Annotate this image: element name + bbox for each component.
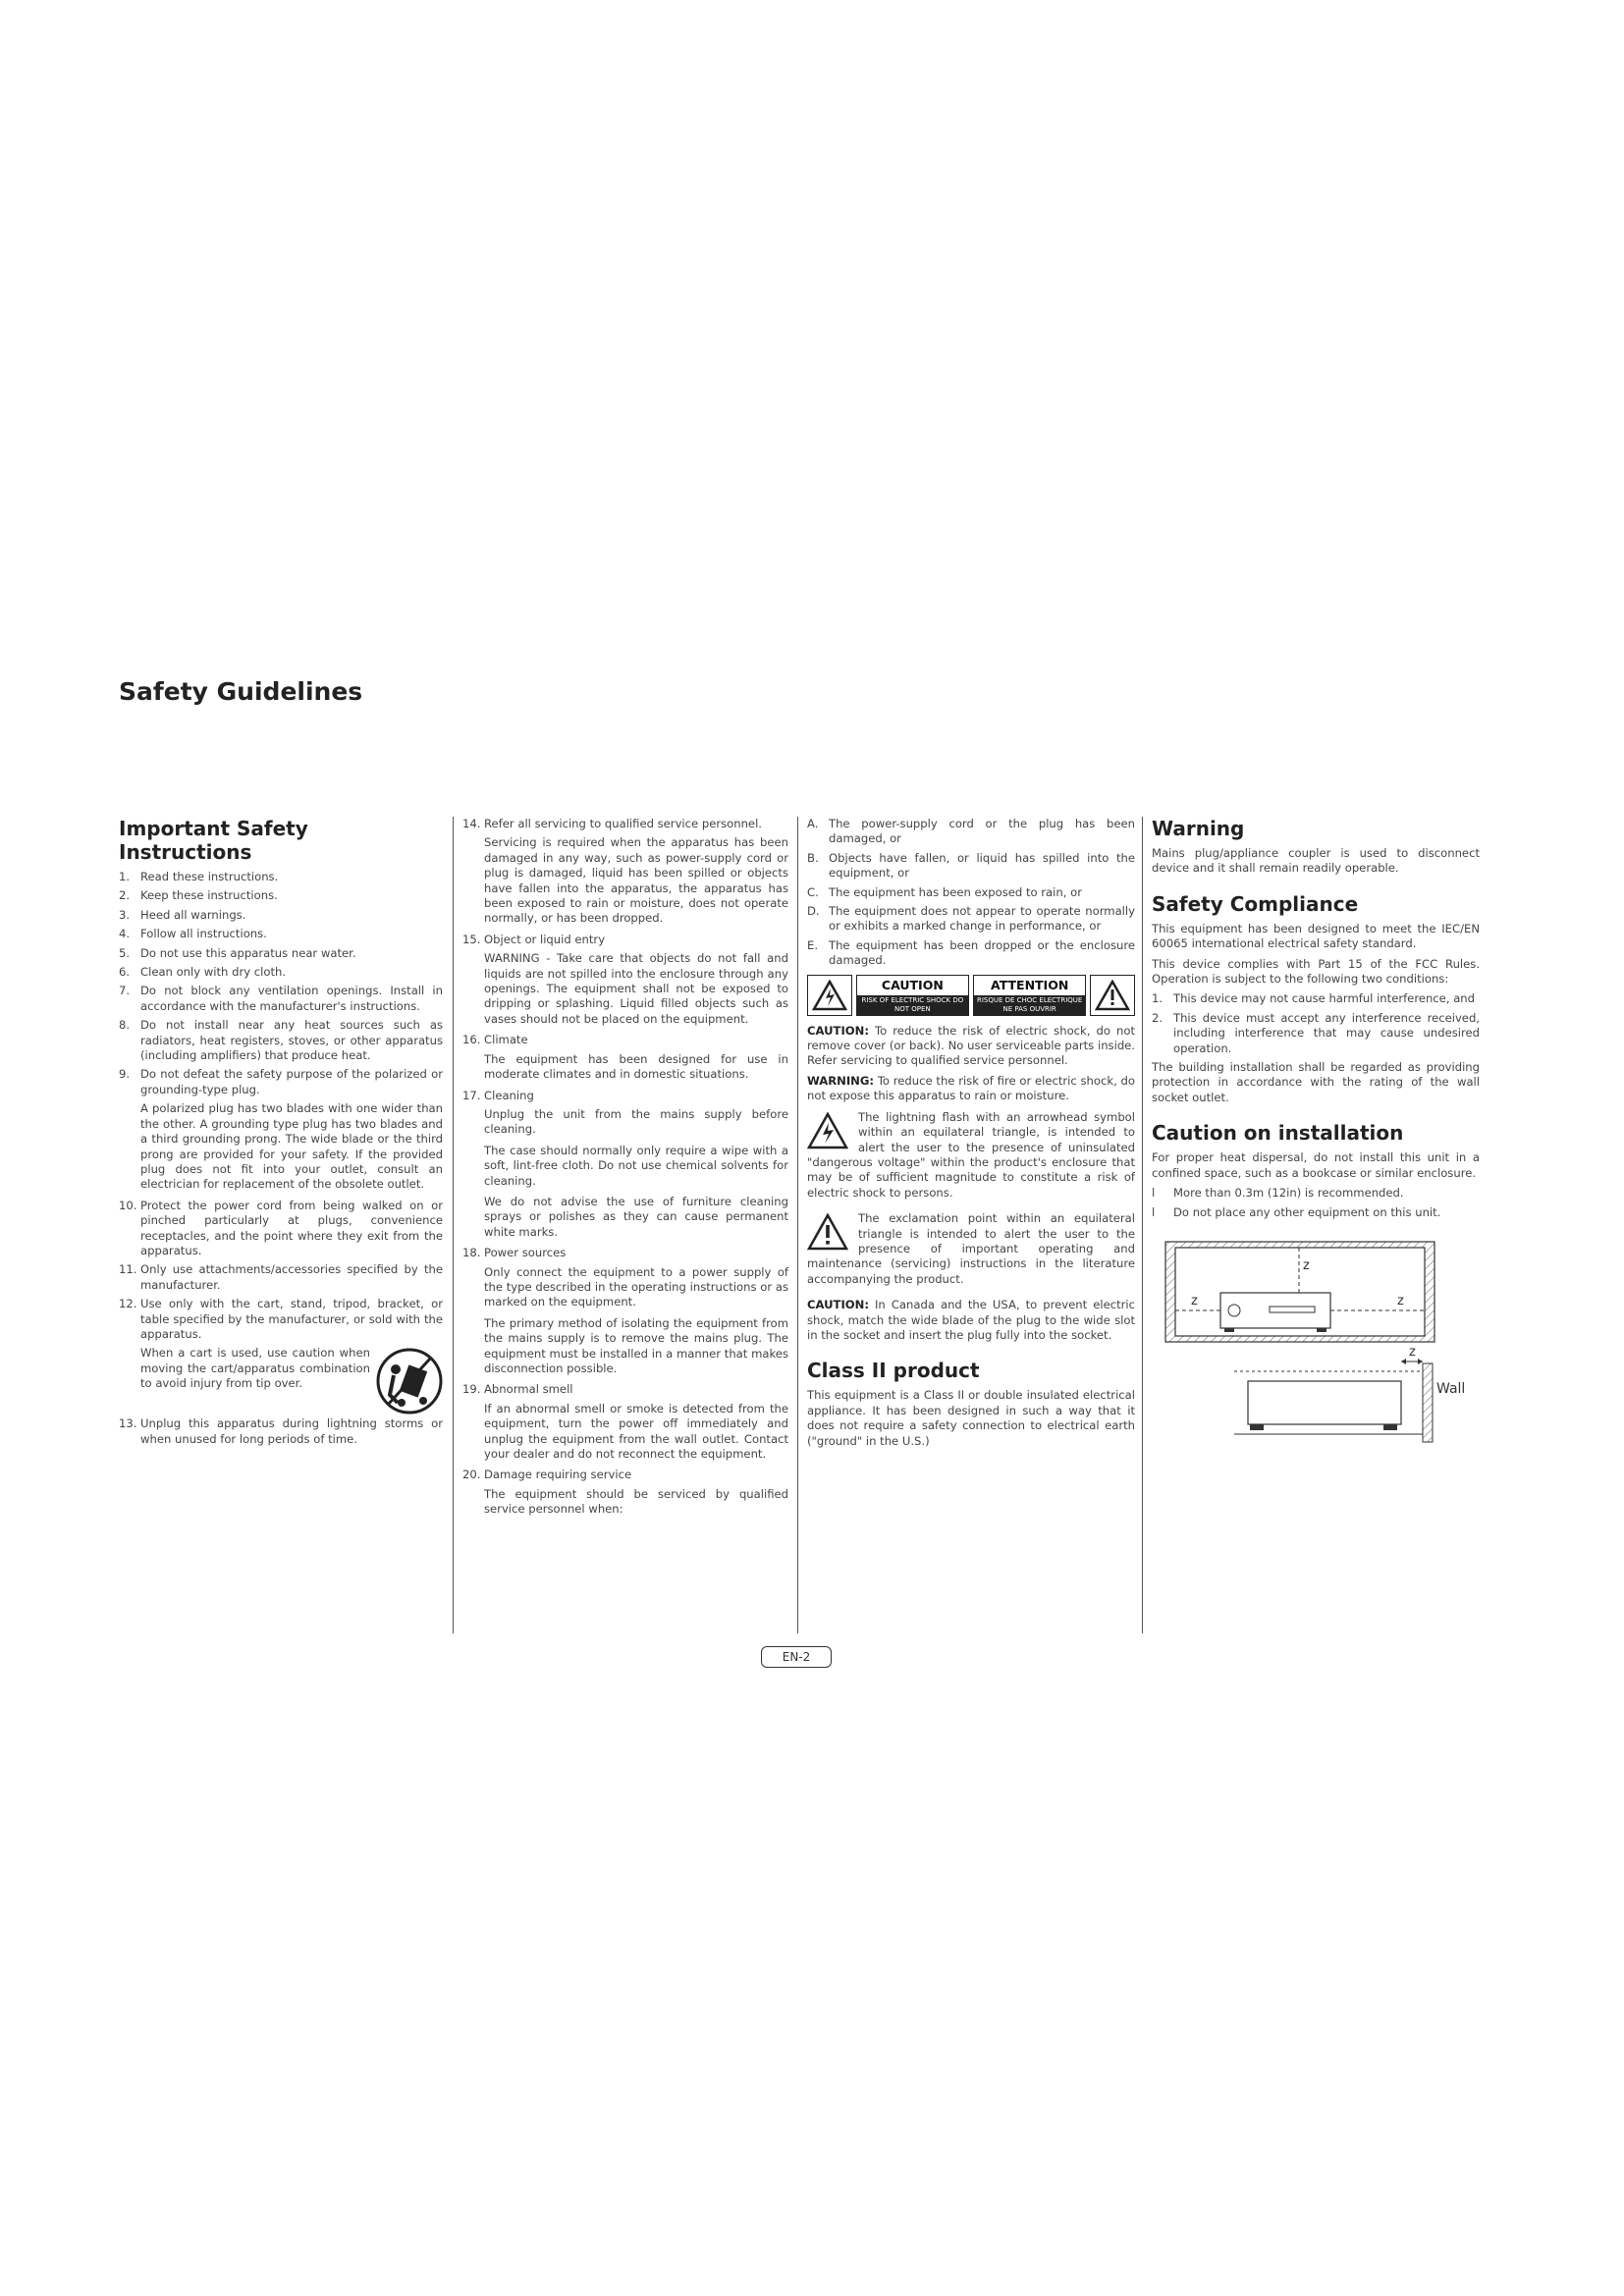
safety-list-b xyxy=(119,1199,443,1343)
lightning-triangle-icon xyxy=(807,1112,848,1149)
installation-paragraph: For proper heat dispersal, do not install this unit in a confined space, such as a bookcase or similar enclosure. xyxy=(1152,1150,1480,1180)
list-item: D. The equipment does not appear to operate normally or exhibits a marked change in performance, or xyxy=(807,904,1135,934)
caution-canada-paragraph: CAUTION: In Canada and the USA, to prevent electric shock, match the wide blade of the plug to the wide slot in the socket and insert the plug fully into the socket. xyxy=(807,1298,1135,1342)
safety-list xyxy=(119,870,443,1097)
caution-sublabel: RISK OF ELECTRIC SHOCK DO NOT OPEN xyxy=(857,995,968,1015)
list-item: 2. This device must accept any interference received, including interference that may cause undesired operation. xyxy=(1152,1010,1480,1055)
caution-paragraph: CAUTION: To reduce the risk of electric shock, do not remove cover (or back). No user serviceable parts inside. Refer servicing to qualified service personnel. xyxy=(807,1023,1135,1068)
list-item: 14. Refer all servicing to qualified service personnel. xyxy=(462,817,762,830)
damage-conditions-list xyxy=(807,817,1135,969)
list-item: 9. Do not defeat the safety purpose of the polarized or grounding-type plug. xyxy=(119,1067,443,1096)
caution-label: CAUTION xyxy=(881,977,944,992)
attention-sublabel: RISQUE DE CHOC ELECTRIQUE NE PAS OUVRIR xyxy=(974,995,1085,1015)
exclamation-symbol-explanation: The exclamation point within an equilateral triangle is intended to alert the user to the presence of important operating and maintenance (servicing) instructions in the literature accompanying the product. xyxy=(807,1211,1135,1286)
list-item: 8. Do not install near any heat sources such as radiators, heat registers, stoves, or other apparatus (including amplifiers) that produce heat. xyxy=(119,1018,443,1063)
list-item: 5. Do not use this apparatus near water. xyxy=(119,945,356,960)
list-item: 1. This device may not cause harmful interference, and xyxy=(1152,991,1476,1006)
list-item: 10. Protect the power cord from being walked on or pinched particularly at plugs, convenience receptacles, and the point where they exit from the apparatus. xyxy=(119,1198,443,1257)
exclamation-triangle-icon xyxy=(807,1213,848,1251)
column-divider xyxy=(797,817,798,1633)
list-item: A. The power-supply cord or the plug has been damaged, or xyxy=(807,817,1135,846)
item-9-detail: A polarized plug has two blades with one wider than the other. A grounding type plug has two blades and a third grounding prong. The wide blade or the third prong are provided for your safety. If the provided plug does not fit into your outlet, consult an electrician for replacement of the obsolete outlet. xyxy=(140,1101,443,1192)
list-item: 6. Clean only with dry cloth. xyxy=(119,965,287,980)
installation-clearance-diagram xyxy=(1152,1234,1466,1450)
diagram-z-label: z xyxy=(1191,1293,1198,1308)
warning-paragraph: WARNING: To reduce the risk of fire or electric shock, do not expose this apparatus to rain or moisture. xyxy=(807,1073,1135,1103)
list-item: 18. Power sources xyxy=(462,1246,567,1260)
column-2: 14. Refer all servicing to qualified service personnel. Servicing is required when the apparatus has been damaged in any way, such as power-supply cord or plug is damaged, liquid has been spilled or objects have fallen into the apparatus, the apparatus has been exposed to rain or moisture, does not operate normally, or has been dropped. 15. Object or liquid entry WARNING - Take care that objects do not fall and liquids are not spilled into the enclosure through any openings. The equipment shall not be exposed to dripping or splashing. Liquid filled objects such as vases should not be placed on the equipment. 16. Climate The equipment has been designed for use in moderate climates and in domestic situations. 17. Cleaning Unplug the unit from the mains supply before cleaning. The case should normally only require a wipe with a soft, lint-free cloth. Do not use chemical solvents for cleaning. We do not advise the use of furniture cleaning sprays or polishes as they can cause permanent white marks. 18. Power sources Only connect the equipment to a power supply of the type described in the operating instructions or as marked on the equipment. The primary method of isolating the equipment from the mains supply is to remove the mains plug. The equipment must be installed in a manner that makes disconnection possible. 19. Abnormal smell If an abnormal smell or smoke is detected from the equipment, turn the power off immediately and unplug the equipment from the wall outlet. Contact your dealer and do not reconnect the equipment. 20. Damage requiring service The equipment should be serviced by qualified service personnel when: xyxy=(462,817,788,1517)
list-item: 11. Only use attachments/accessories specified by the manufacturer. xyxy=(119,1262,443,1292)
list-item: 16. Climate xyxy=(462,1033,528,1047)
list-item: B. Objects have fallen, or liquid has spilled into the equipment, or xyxy=(807,850,1135,881)
safety-list-c xyxy=(119,1416,443,1447)
list-item: 13. Unplug this apparatus during lightning storms or when unused for long periods of time. xyxy=(119,1416,443,1446)
exclamation-warning-icon xyxy=(1095,980,1130,1011)
page-number: EN-2 xyxy=(761,1646,832,1668)
diagram-z-label: z xyxy=(1397,1293,1404,1308)
list-item: 20. Damage requiring service xyxy=(462,1468,632,1482)
warning-heading: Warning xyxy=(1152,817,1245,840)
list-item: 1. Read these instructions. xyxy=(119,870,279,883)
safety-list-cont xyxy=(462,817,788,831)
attention-label: ATTENTION xyxy=(990,977,1069,992)
column-1 xyxy=(119,817,443,1451)
list-item: 3. Heed all warnings. xyxy=(119,907,246,922)
cart-warning-icon xyxy=(376,1346,443,1416)
column-divider xyxy=(1142,817,1143,1633)
list-item: 12. Use only with the cart, stand, tripod, bracket, or table specified by the manufacturer, or sold with the apparatus. xyxy=(119,1297,443,1341)
list-item: l More than 0.3m (12in) is recommended. xyxy=(1152,1186,1404,1201)
column-3 xyxy=(807,817,1135,1454)
compliance-paragraph-1: This equipment has been designed to meet the IEC/EN 60065 international electrical safety standard. xyxy=(1152,921,1480,951)
column-divider xyxy=(453,817,454,1633)
wall-label: Wall xyxy=(1436,1380,1466,1397)
class-ii-text: This equipment is a Class II or double insulated electrical appliance. It has been designed in such a way that it does not require a safety connection to electrical earth ("ground" in the U.S.) xyxy=(807,1388,1135,1448)
list-item: 7. Do not block any ventilation openings. Install in accordance with the manufacturer's instructions. xyxy=(119,984,443,1013)
list-item: 2. Keep these instructions. xyxy=(119,888,278,903)
safety-compliance-heading: Safety Compliance xyxy=(1152,891,1359,916)
column-4 xyxy=(1152,817,1480,1454)
list-item: 19. Abnormal smell xyxy=(462,1382,573,1397)
item-12-detail: When a cart is used, use caution when moving the cart/apparatus combination to avoid injury from tip over. xyxy=(119,1346,443,1416)
compliance-paragraph-3: The building installation shall be regarded as providing protection in accordance with the rating of the wall socket outlet. xyxy=(1152,1060,1480,1104)
warning-text: Mains plug/appliance coupler is used to disconnect device and it shall remain readily operable. xyxy=(1152,846,1480,876)
page-title: Safety Guidelines xyxy=(119,677,363,706)
list-item: l Do not place any other equipment on this unit. xyxy=(1152,1204,1441,1219)
important-safety-heading: Important Safety Instructions xyxy=(119,817,308,864)
installation-heading: Caution on installation xyxy=(1152,1121,1404,1146)
installation-bullets xyxy=(1152,1186,1480,1220)
list-item: E. The equipment has been dropped or the enclosure damaged. xyxy=(807,937,1135,968)
list-item: C. The equipment has been exposed to rain, or xyxy=(807,884,1082,899)
caution-label-banner xyxy=(807,975,1135,1016)
lightning-warning-icon xyxy=(812,980,847,1011)
diagram-z-label: z xyxy=(1303,1257,1310,1273)
fcc-conditions-list xyxy=(1152,991,1480,1056)
diagram-z-label: z xyxy=(1409,1344,1416,1360)
list-item: 4. Follow all instructions. xyxy=(119,927,267,941)
compliance-paragraph-2: This device complies with Part 15 of the FCC Rules. Operation is subject to the following two conditions: xyxy=(1152,956,1480,987)
class-ii-heading: Class II product xyxy=(807,1359,980,1383)
lightning-symbol-explanation: The lightning flash with an arrowhead symbol within an equilateral triangle, is intended to alert the user to the presence of uninsulated "dangerous voltage" within the product's enclosure that may be of sufficient magnitude to constitute a risk of electric shock to persons. xyxy=(807,1109,1135,1200)
list-item: 17. Cleaning xyxy=(462,1088,534,1102)
list-item: 15. Object or liquid entry xyxy=(462,932,606,946)
